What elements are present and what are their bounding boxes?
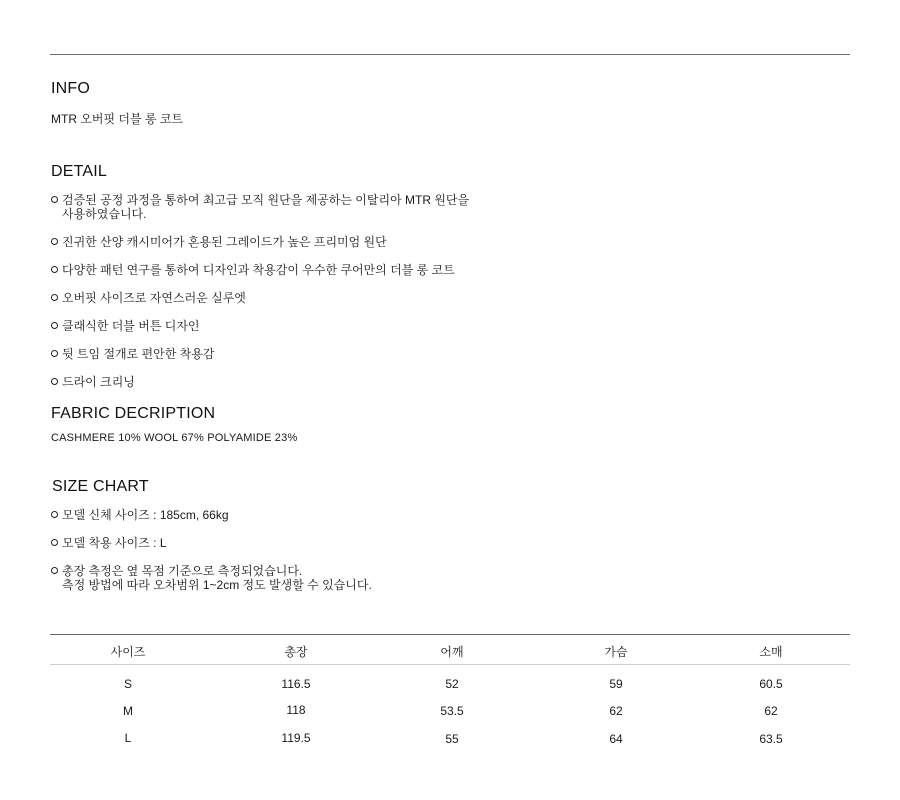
table-cell: 62 <box>764 704 778 718</box>
detail-item-text: 검증된 공정 과정을 통하여 최고급 모직 원단을 제공하는 이탈리아 MTR 원단을 사용하였습니다. <box>62 193 470 221</box>
detail-item <box>51 291 246 306</box>
table-cell: 53.5 <box>440 704 464 718</box>
detail-item-text: 뒷 트임 절개로 편안한 착용감 <box>62 347 215 361</box>
circle-bullet-icon <box>51 536 62 551</box>
detail-item <box>51 347 214 362</box>
table-cell: M <box>123 704 133 718</box>
table-cell: 62 <box>609 704 623 718</box>
circle-bullet-icon <box>51 375 62 390</box>
header-cell-chest: 가슴 <box>604 645 628 659</box>
detail-item <box>51 235 387 250</box>
detail-item <box>51 263 455 278</box>
table-cell: S <box>123 677 132 691</box>
circle-bullet-icon <box>51 193 62 208</box>
fabric-composition: CASHMERE 10% WOOL 67% POLYAMIDE 23% <box>51 432 298 444</box>
table-top-divider <box>50 634 850 635</box>
detail-item <box>51 375 135 390</box>
table-cell: 63.5 <box>759 732 783 746</box>
circle-bullet-icon <box>51 508 62 523</box>
circle-bullet-icon <box>51 564 62 579</box>
detail-item-text: 오버핏 사이즈로 자연스러운 실루엣 <box>62 291 246 305</box>
detail-item <box>51 193 469 221</box>
size-note <box>51 508 229 523</box>
circle-bullet-icon <box>51 235 62 250</box>
header-cell-length: 총장 <box>284 645 308 659</box>
circle-bullet-icon <box>51 319 62 334</box>
detail-item-text: 다양한 패턴 연구를 통하여 디자인과 착용감이 우수한 쿠어만의 더블 롱 코트 <box>62 263 455 277</box>
table-cell: 52 <box>445 677 459 691</box>
detail-title: DETAIL <box>51 163 108 180</box>
detail-item-text: 진귀한 산양 캐시미어가 혼용된 그레이드가 높은 프리미엄 원단 <box>62 235 387 249</box>
detail-item <box>51 319 200 334</box>
header-cell-shoulder: 어깨 <box>440 645 464 659</box>
table-cell: 116.5 <box>281 677 311 691</box>
detail-item-text: 드라이 크리닝 <box>62 375 135 389</box>
table-cell: 119.5 <box>281 731 311 745</box>
circle-bullet-icon <box>51 291 62 306</box>
header-cell-sleeve: 소매 <box>759 645 783 659</box>
table-cell: 118 <box>286 703 306 717</box>
header-cell-size: 사이즈 <box>110 645 146 659</box>
size-note-text: 모델 착용 사이즈 : L <box>62 536 167 550</box>
size-note <box>51 536 167 551</box>
table-cell: 59 <box>609 677 623 691</box>
table-cell: 55 <box>445 732 459 746</box>
circle-bullet-icon <box>51 347 62 362</box>
table-cell: 64 <box>609 732 623 746</box>
fabric-title: FABRIC DECRIPTION <box>51 405 216 422</box>
circle-bullet-icon <box>51 263 62 278</box>
size-note <box>51 564 372 592</box>
detail-item-text: 클래식한 더블 버튼 디자인 <box>62 319 200 333</box>
table-cell: 60.5 <box>759 677 783 691</box>
size-note-text: 모델 신체 사이즈 : 185cm, 66kg <box>62 508 229 522</box>
info-title: INFO <box>51 80 91 97</box>
size-note-text: 총장 측정은 옆 목점 기준으로 측정되었습니다. 측정 방법에 따라 오차범위 1~2cm 정도 발생할 수 있습니다. <box>62 564 372 592</box>
top-divider <box>50 54 850 55</box>
product-name: MTR 오버핏 더블 롱 코트 <box>51 112 184 126</box>
table-cell: L <box>124 731 132 745</box>
table-header-divider <box>50 664 850 665</box>
size-chart-title: SIZE CHART <box>52 478 149 495</box>
